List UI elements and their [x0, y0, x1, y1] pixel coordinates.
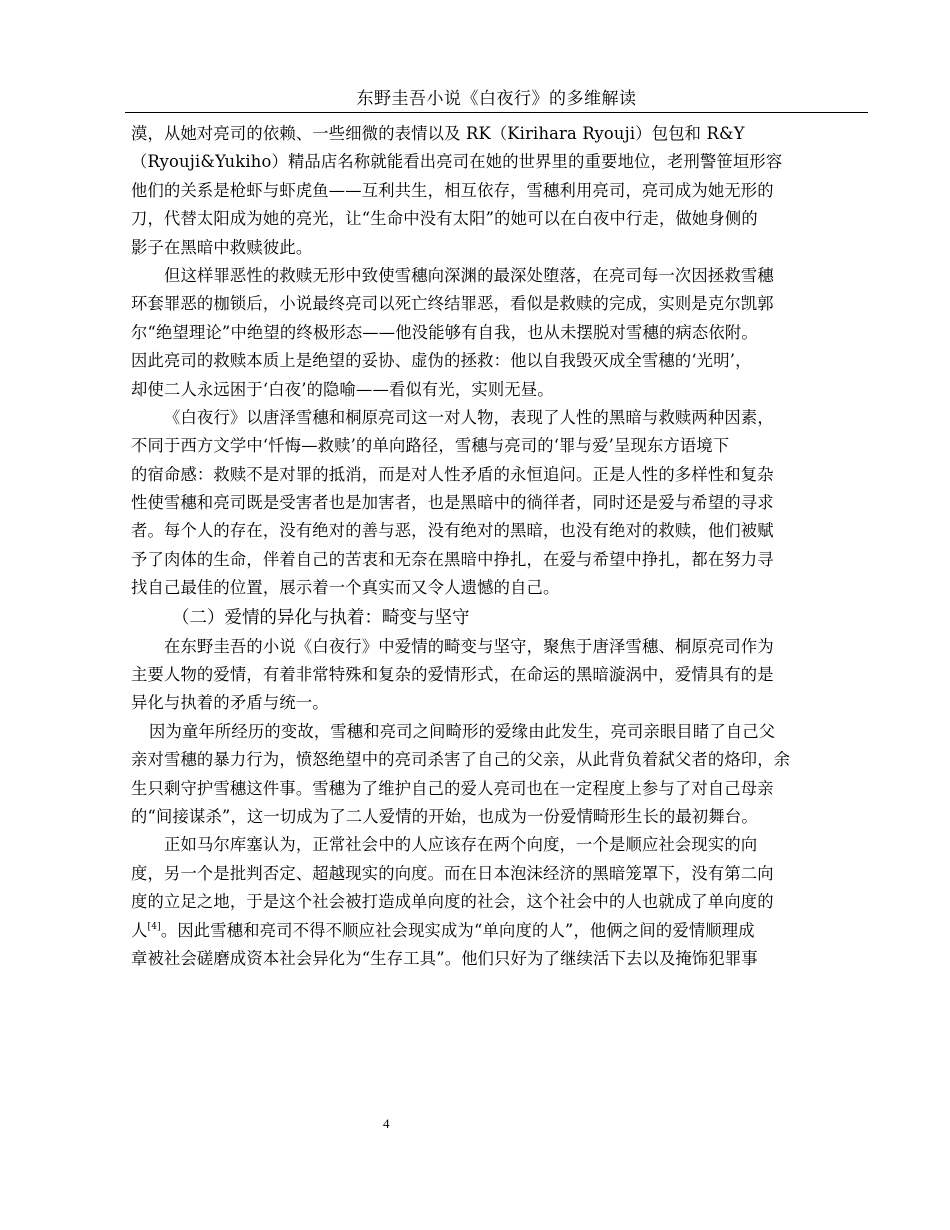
text-line: 影子在黑暗中救赎彼此。: [131, 237, 313, 257]
text-line: 亲对雪穗的暴力行为，愤怒绝望中的亮司杀害了自己的父亲，从此背负着弑父者的烙印，余: [131, 750, 791, 770]
paragraph: [131, 831, 871, 973]
citation-reference[interactable]: [4]: [147, 921, 161, 932]
text-line: 度的立足之地，于是这个社会被打造成单向度的社会，这个社会中的人也就成了单向度的: [131, 892, 774, 912]
text-line: 刀，代替太阳成为她的亮光，让“生命中没有太阳”的她可以在白夜中行走，做她身侧的: [131, 209, 758, 229]
text-fragment: 。因此雪穗和亮司不得不顺应社会现实成为“单向度的人”，他俩之间的爱情顺理成: [160, 920, 755, 940]
text-line: 《白夜行》以唐泽雪穗和桐原亮司这一对人物，表现了人性的黑暗与救赎两种因素，: [164, 407, 774, 427]
header-divider: [125, 112, 868, 113]
running-header: 东野圭吾小说《白夜行》的多维解读: [356, 89, 637, 109]
paragraph: [131, 262, 871, 404]
text-line: 予了肉体的生命，伴着自己的苦衷和无奈在黑暗中挣扎，在爱与希望中挣扎，都在努力寻: [131, 549, 774, 569]
paragraph: [131, 718, 871, 832]
text-line: 却使二人永远困于‘白夜’的隐喻——看似有光，实则无昼。: [131, 379, 554, 399]
text-line: 因此亮司的救赎本质上是绝望的妥协、虚伪的拯救：他以自我毁灭成全雪穗的‘光明’，: [131, 351, 752, 371]
paragraph: [131, 404, 871, 603]
text-line: 正如马尔库塞认为，正常社会中的人应该存在两个向度，一个是顺应社会现实的向: [164, 835, 758, 855]
text-fragment: 人: [131, 920, 148, 940]
paragraph: [131, 633, 871, 718]
text-line: 者。每个人的存在，没有绝对的善与恶，没有绝对的黑暗，也没有绝对的救赎，他们被赋: [131, 521, 774, 541]
text-line: 的“间接谋杀”，这一切成为了二人爱情的开始，也成为一份爱情畸形生长的最初舞台。: [131, 806, 758, 826]
text-line: 找自己最佳的位置，展示着一个真实而又令人遗憾的自己。: [131, 578, 560, 598]
text-line: 他们的关系是枪虾与虾虎鱼——互利共生，相互依存，雪穗利用亮司，亮司成为她无形的: [131, 180, 774, 200]
text-line: 生只剩守护雪穗这件事。雪穗为了维护自己的爱人亮司也在一定程度上参与了对自己母亲: [131, 778, 774, 798]
text-line: 因为童年所经历的变故，雪穗和亮司之间畸形的爱缘由此发生，亮司亲眼目睹了自己父: [149, 721, 776, 741]
text-line: [131, 917, 871, 945]
text-line: 尔“绝望理论”中绝望的终极形态——他没能够有自我，也从未摆脱对雪穗的病态依附。: [131, 322, 758, 342]
page-number: 4: [383, 1116, 390, 1131]
text-line: 异化与执着的矛盾与统一。: [131, 693, 329, 713]
document-body: [131, 120, 871, 973]
text-line: 在东野圭吾的小说《白夜行》中爱情的畸变与坚守，聚焦于唐泽雪穗、桐原亮司作为: [164, 636, 774, 656]
paragraph: [131, 120, 871, 262]
text-line: 环套罪恶的枷锁后，小说最终亮司以死亡终结罪恶，看似是救赎的完成，实则是克尔凯郭: [131, 294, 774, 314]
text-line: 但这样罪恶性的救赎无形中致使雪穗向深渊的最深处堕落，在亮司每一次因拯救雪穗: [164, 265, 774, 285]
text-line: 章被社会磋磨成资本社会异化为“生存工具”。他们只好为了继续活下去以及掩饰犯罪事: [131, 948, 758, 968]
text-line: 漠，从她对亮司的依赖、一些细微的表情以及 RK（Kirihara Ryouji）包包和 R&Y: [131, 124, 745, 143]
text-line: 主要人物的爱情，有着非常特殊和复杂的爱情形式，在命运的黑暗漩涡中，爱情具有的是: [131, 665, 774, 685]
text-line: （Ryouji&Yukiho）精品店名称就能看出亮司在她的世界里的重要地位，老刑警笹垣形容: [131, 152, 783, 172]
text-line: 的宿命感：救赎不是对罪的抵消，而是对人性矛盾的永恒追问。正是人性的多样性和复杂: [131, 464, 774, 484]
text-line: 度，另一个是批判否定、超越现实的向度。而在日本泡沫经济的黑暗笼罩下，没有第二向: [131, 863, 774, 883]
text-line: 性使雪穗和亮司既是受害者也是加害者，也是黑暗中的徜徉者，同时还是爱与希望的寻求: [131, 493, 774, 513]
section-heading: （二）爱情的异化与执着：畸变与坚守: [172, 607, 470, 628]
text-line: 不同于西方文学中‘忏悔—救赎’的单向路径，雪穗与亮司的‘罪与爱’呈现东方语境下: [131, 436, 730, 456]
